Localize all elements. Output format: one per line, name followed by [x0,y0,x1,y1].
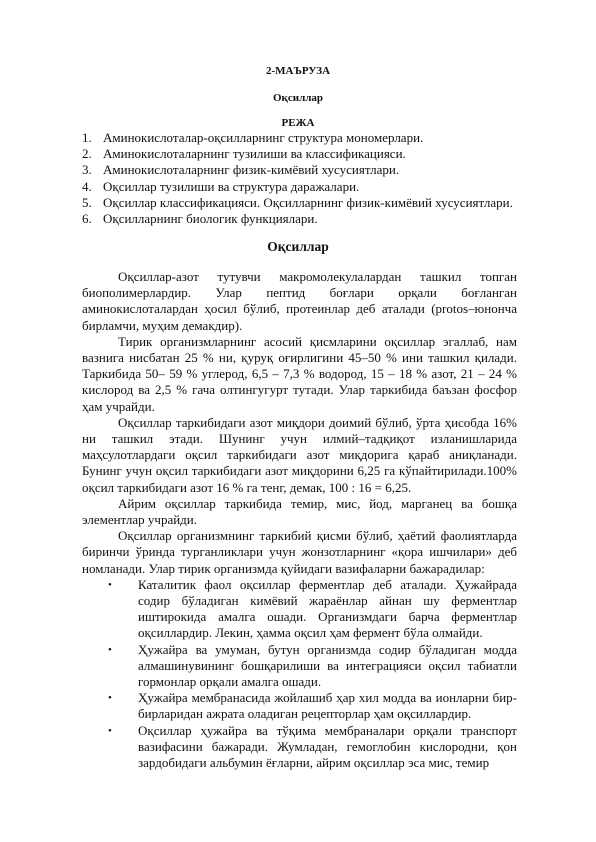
bullet-icon: • [108,724,112,737]
paragraph: Оқсиллар организмнинг таркибий қисми бўлиб, ҳаётий фаолиятларда биринчи ўринда турганликлари учун жонзотларнинг «қора ишчилари» деб номланади. Улар тирик организмда қуйидаги вазифаларни бажарадилар: [82,528,517,576]
bullet-icon: • [108,643,112,656]
section-title: Оқсиллар [267,239,329,254]
lecture-title: Оқсиллар [272,92,324,104]
body-text [82,269,517,771]
paragraph: Оқсиллар таркибидаги азот миқдори доимий бўлиб, ўрта ҳисобда 16% ни ташкил этади. Шунинг учун илмий–тадқиқот изланишларида маҳсулотлардаги оқсил таркибидаги азот миқдорига қараб аниқланади. Бунинг учун оқсил таркибидаги азот миқдорини 6,25 га кўпайтирилади.100% оқсил таркибидаги азот 16 % га тенг, демак, 100 : 16 = 6,25. [82,414,517,495]
list-item: • Ҳужайра мембранасида жойлашиб ҳар хил модда ва ионларни бир-бирларидан ажрата оладиган рецепторлар ҳам оқсиллардир. [108,690,517,722]
list-item: • Оқсиллар ҳужайра ва тўқима мембраналари орқали транспорт вазифасини бажаради. Жумладан, гемоглобин кислородни, қон зардобидаги альбумин ёғларни, айрим оқсиллар эса мис, темир [108,722,517,771]
bullet-icon: • [108,578,112,591]
paragraph: Оқсиллар-азот тутувчи макромолекулалардан ташкил топган биополимерлардир. Улар пептид боғлари орқали боғланган аминокислоталардан ҳосил бўлиб, протеинлар деб аталади (protos–юнонча бирламчи, муҳим демакдир). [82,269,517,333]
plan-list [82,130,532,227]
lecture-number: 2-МАЪРУЗА [265,65,331,77]
plan-item: 3. Аминокислоталарнинг физик-кимёвий хусусиятлари. [82,162,400,178]
plan-item: 4. Оқсиллар тузилиши ва структура даражалари. [82,178,360,194]
function-list [82,577,517,771]
paragraph: Айрим оқсиллар таркибида темир, мис, йод, марганец ва бошқа элементлар учрайди. [82,495,517,528]
plan-label: РЕЖА [281,117,315,129]
plan-item: 6. Оқсилларнинг биологик функциялари. [82,210,318,226]
bullet-icon: • [108,692,112,705]
plan-item: 2. Аминокислоталарнинг тузилиши ва классификацияси. [82,146,406,162]
list-item: • Ҳужайра ва умуман, бутун организмда содир бўладиган модда алмашинувининг бошқарилиши ва интеграцияси оқсил табиатли гормонлар орқали амалга ошади. [108,641,517,690]
list-item: • Каталитик фаол оқсиллар ферментлар деб аталади. Ҳужайрада содир бўладиган кимёвий жараёнлар айнан шу ферментлар иштирокида амалга ошади. Организмдаги барча ферментлар оқсиллардир. Лекин, ҳамма оқсил ҳам фермент бўла олмайди. [108,576,517,641]
plan-item: 5. Оқсиллар классификацияси. Оқсилларнинг физик-кимёвий хусусиятлари. [82,194,513,210]
plan-item: 1. Аминокислоталар-оқсилларнинг структура мономерлари. [82,130,424,145]
paragraph: Тирик организмларнинг асосий қисмларини оқсиллар эгаллаб, нам вазнига нисбатан 25 % ни, қуруқ оғирлигини 45–50 % ини ташкил қилади. Таркибида 50– 59 % углерод, 6,5 – 7,3 % водород, 15 – 18 % азот, 21 – 24 % кислород ва 2,5 % гача олтингугурт тутади. Улар таркибида баъзан фосфор ҳам учрайди. [82,333,517,414]
